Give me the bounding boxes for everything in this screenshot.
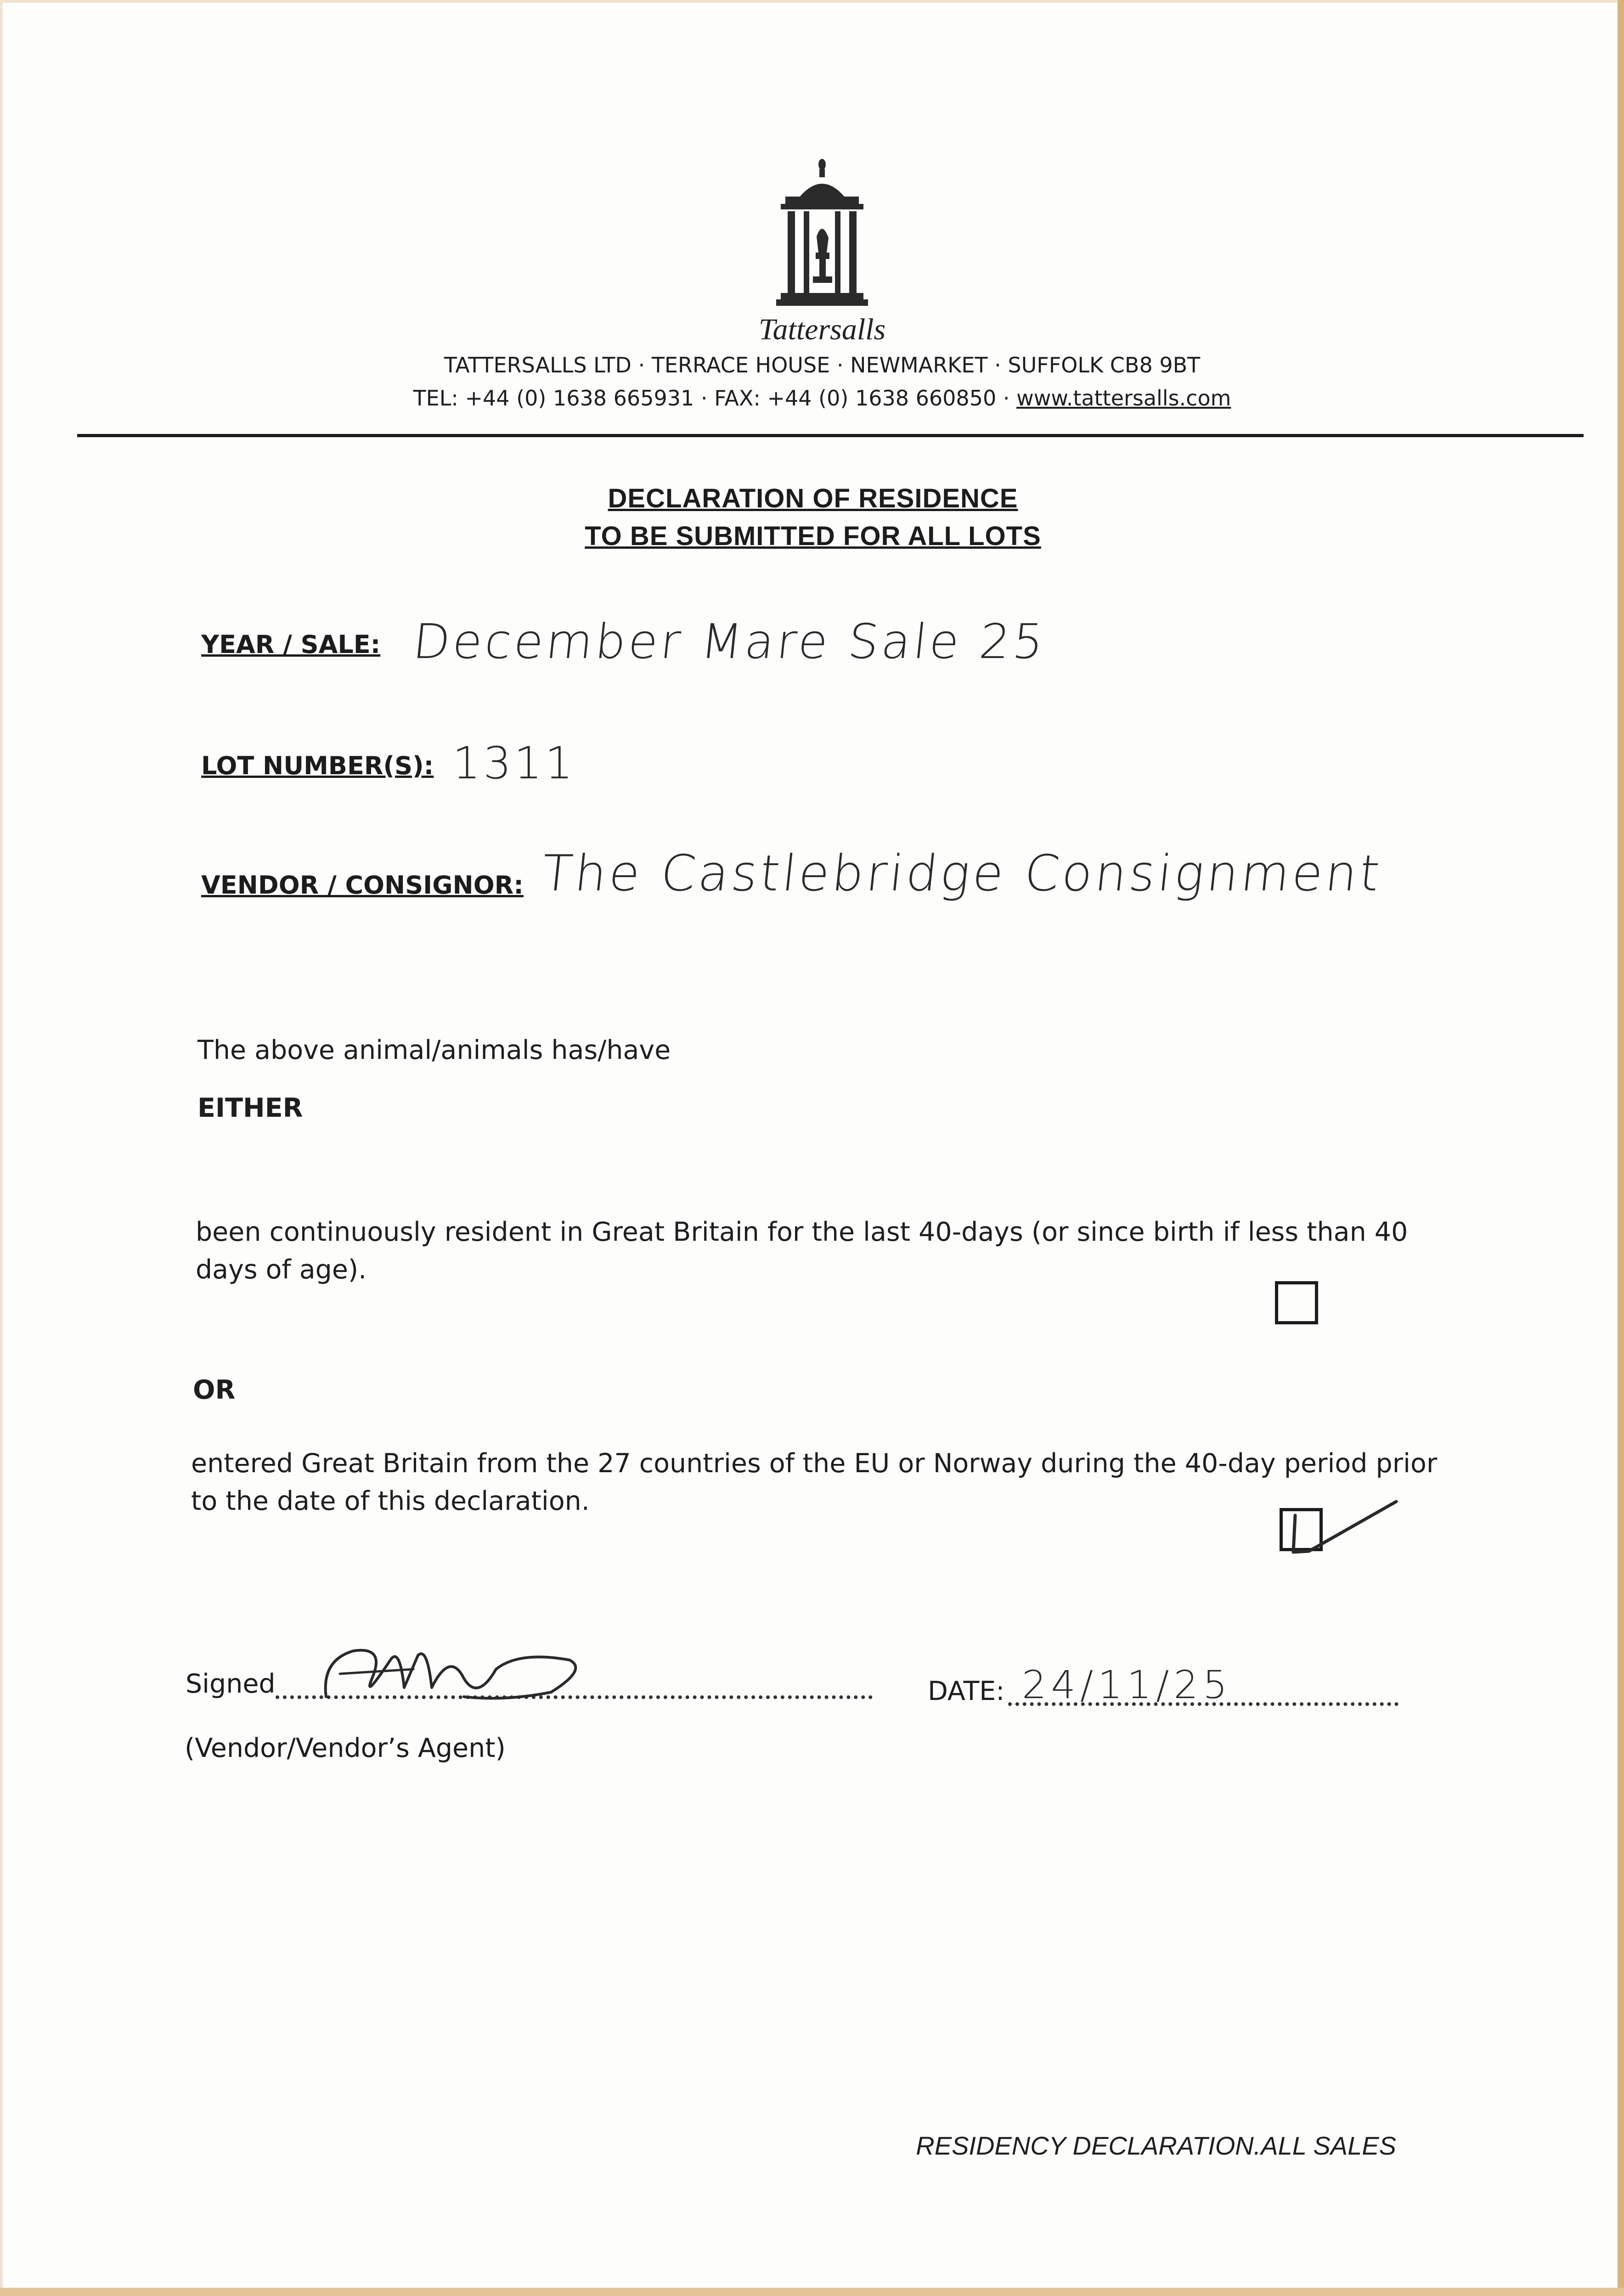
tattersalls-rotunda-logo-icon [767,156,877,308]
signed-label: Signed [186,1669,276,1699]
paper-edge-left [0,0,3,2296]
brand-name: Tattersalls [758,313,886,346]
vendor-consignor-field[interactable]: The Castlebridge Consignment [539,845,1385,902]
lot-number-field[interactable]: 1311 [452,737,576,789]
paper-edge-bottom [0,2288,1624,2296]
form-subtitle: TO BE SUBMITTED FOR ALL LOTS [585,521,1041,551]
company-address: TATTERSALLS LTD · TERRACE HOUSE · NEWMARKET · SUFFOLK CB8 9BT [444,353,1201,377]
company-contact [138,386,1506,411]
signature-scribble-icon[interactable] [312,1632,597,1711]
date-field[interactable]: 24/11/25 [1022,1662,1232,1707]
paper-edge-top [0,0,1624,3]
paper-edge-right [1618,0,1624,2296]
vendor-consignor-label: VENDOR / CONSIGNOR: [201,871,524,900]
lot-number-label: LOT NUMBER(S): [201,751,434,780]
date-label: DATE: [928,1676,1005,1706]
vendor-agent-label: (Vendor/Vendor’s Agent) [185,1733,506,1763]
intro-text: The above animal/animals has/have [197,1035,671,1065]
or-heading: OR [193,1375,236,1405]
contact-phone-fax: TEL: +44 (0) 1638 665931 · FAX: +44 (0) 1638 660850 · [413,386,1017,411]
website-link[interactable]: www.tattersalls.com [1016,386,1231,411]
option-entered-text: entered Great Britain from the 27 countries of the EU or Norway during the 40-day period prior to the date of this declaration. [191,1448,1438,1516]
either-heading: EITHER [197,1093,303,1123]
form-code-footer: RESIDENCY DECLARATION.ALL SALES [916,2131,1396,2160]
option-resident-checkbox[interactable] [1275,1281,1318,1324]
checkmark-icon [1277,1483,1405,1561]
option-resident-text: been continuously resident in Great Britain for the last 40-days (or since birth if less than 40 days of age). [196,1217,1408,1285]
header-divider [77,434,1584,437]
form-title: DECLARATION OF RESIDENCE [608,484,1018,513]
year-sale-label: YEAR / SALE: [201,630,381,659]
year-sale-field[interactable]: December Mare Sale 25 [410,613,1049,670]
